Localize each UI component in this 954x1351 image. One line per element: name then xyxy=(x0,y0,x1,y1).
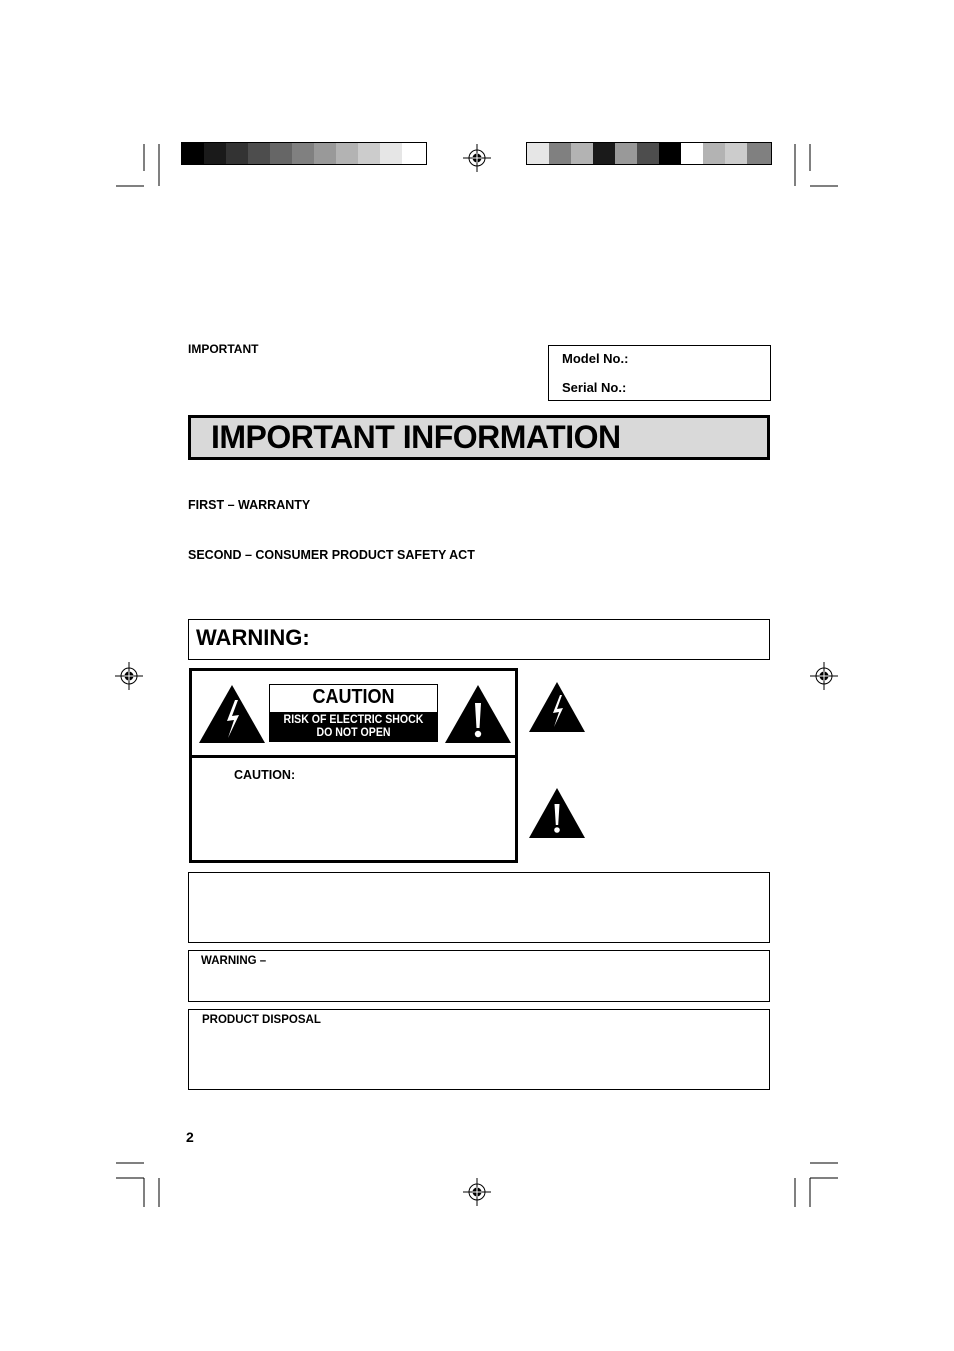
caution-heading: CAUTION: xyxy=(234,768,296,782)
registration-mark-icon xyxy=(463,1178,491,1206)
exclamation-triangle-icon xyxy=(527,787,587,839)
registration-mark-icon xyxy=(463,144,491,172)
exclamation-triangle-icon xyxy=(443,683,513,745)
warning-title: WARNING: xyxy=(196,625,310,650)
registration-mark-icon xyxy=(115,662,143,690)
product-disposal-box xyxy=(188,1009,770,1090)
important-label: IMPORTANT xyxy=(188,342,259,356)
lightning-triangle-icon xyxy=(527,681,587,733)
second-safety-act-heading: SECOND – CONSUMER PRODUCT SAFETY ACT xyxy=(188,548,475,562)
crop-mark-bottom-right xyxy=(795,1163,838,1207)
warning-box xyxy=(188,619,770,660)
serial-number-label: Serial No.: xyxy=(562,380,627,395)
model-serial-box xyxy=(548,345,771,401)
first-warranty-heading: FIRST – WARRANTY xyxy=(188,498,311,512)
crop-mark-top-right xyxy=(795,144,838,186)
caution-label-line2: DO NOT OPEN xyxy=(316,727,391,739)
page-number: 2 xyxy=(186,1129,194,1145)
product-disposal-title: PRODUCT DISPOSAL xyxy=(202,1014,321,1026)
important-information-banner xyxy=(188,415,770,460)
caution-label-band xyxy=(270,712,437,741)
color-bar-left xyxy=(182,143,427,165)
warning-dash-title: WARNING – xyxy=(201,955,267,967)
model-number-label: Model No.: xyxy=(562,351,629,366)
notice-box xyxy=(188,872,770,943)
crop-mark-bottom-left xyxy=(116,1163,159,1207)
page-title: IMPORTANT INFORMATION xyxy=(211,419,621,455)
caution-panel xyxy=(189,668,518,863)
registration-mark-icon xyxy=(810,662,838,690)
color-bar-right xyxy=(527,143,772,165)
caution-label xyxy=(269,684,438,742)
lightning-triangle-icon xyxy=(197,683,267,745)
caution-label-line1: RISK OF ELECTRIC SHOCK xyxy=(283,714,424,726)
caution-panel-divider xyxy=(192,755,515,758)
caution-label-title: CAUTION xyxy=(312,686,395,708)
crop-mark-top-left xyxy=(116,144,159,186)
warning-dash-box xyxy=(188,950,770,1002)
